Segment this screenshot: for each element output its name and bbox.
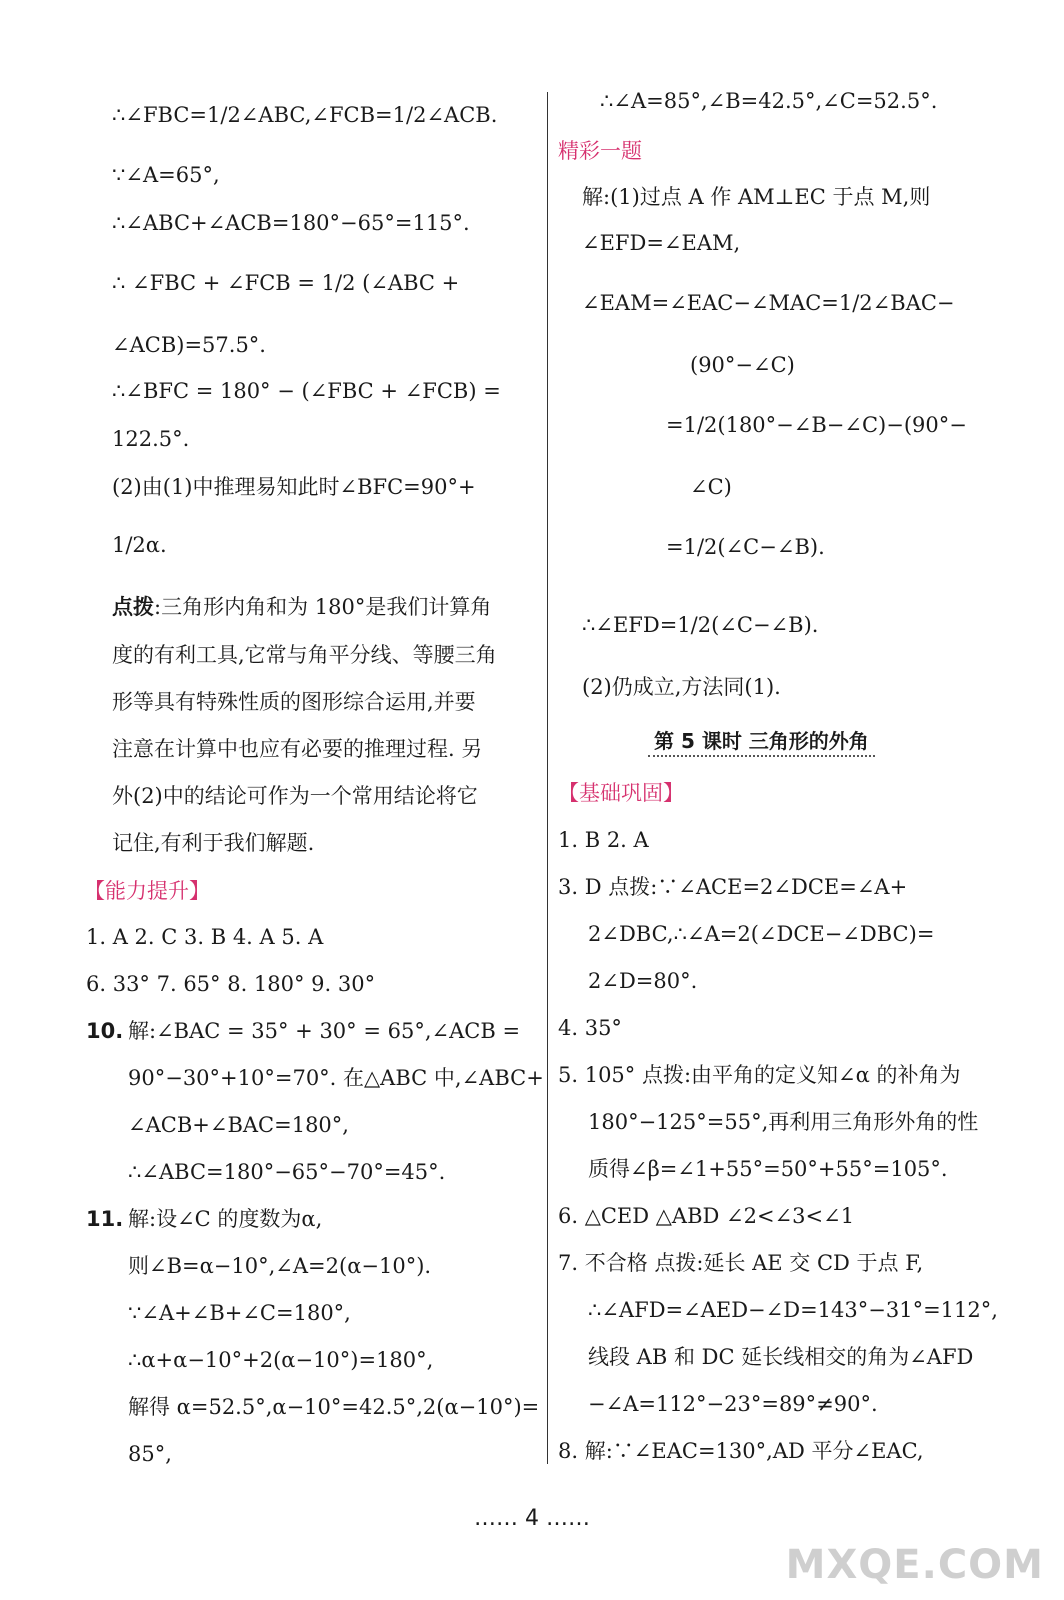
lesson-title [648, 726, 875, 756]
text-line: 解得 α=52.5°,α−10°=42.5°,2(α−10°)= [128, 1395, 540, 1419]
question-number: 10. [86, 1019, 124, 1043]
text-line: ∵∠A=65°, [112, 163, 220, 187]
answer-line: 3. D 点拨:∵∠ACE=2∠DCE=∠A+ [558, 875, 908, 899]
question-number: 11. [86, 1207, 124, 1231]
text-line: ∴∠AFD=∠AED−∠D=143°−31°=112°, [588, 1298, 998, 1322]
answer-line: 8. 解:∵∠EAC=130°,AD 平分∠EAC, [558, 1439, 924, 1463]
text-line: 90°−30°+10°=70°. 在△ABC 中,∠ABC+ [128, 1066, 544, 1090]
text-line: ∠ACB)=57.5°. [112, 333, 266, 357]
text-line: 122.5°. [112, 427, 190, 451]
tip-line: 外(2)中的结论可作为一个常用结论将它 [112, 784, 478, 808]
answer-line: 1. A 2. C 3. B 4. A 5. A [86, 925, 324, 949]
text-line: ∠EFD=∠EAM, [582, 231, 741, 255]
tip-label: 点拨 [112, 594, 154, 619]
section-heading: 【基础巩固】 [558, 781, 684, 805]
text-line: ∠EAM=∠EAC−∠MAC=1/2∠BAC− [582, 291, 955, 315]
text-line: 2∠D=80°. [588, 969, 698, 993]
text-line: −∠A=112°−23°=89°≠90°. [588, 1392, 878, 1416]
text-line: 85°, [128, 1442, 172, 1466]
watermark-logo: MXQE.COM [785, 1542, 1044, 1588]
text-line: 1/2α. [112, 533, 167, 557]
text-line: 解:∠BAC = 35° + 30° = 65°,∠ACB = [128, 1019, 521, 1043]
text-line: ∴∠A=85°,∠B=42.5°,∠C=52.5°. [600, 89, 938, 113]
tip-line: 记住,有利于我们解题. [112, 831, 315, 855]
text-line: ∴ ∠FBC + ∠FCB = 1/2 (∠ABC + [112, 271, 460, 295]
answer-line: 4. 35° [558, 1016, 622, 1040]
answer-line: 5. 105° 点拨:由平角的定义知∠α 的补角为 [558, 1063, 961, 1087]
answer-line: 7. 不合格 点拨:延长 AE 交 CD 于点 F, [558, 1251, 924, 1275]
answer-line: 6. 33° 7. 65° 8. 180° 9. 30° [86, 972, 376, 996]
text-line: 180°−125°=55°,再利用三角形外角的性 [588, 1110, 979, 1134]
lesson-title-text: 第 5 课时 三角形的外角 [648, 729, 875, 757]
tip-text: :三角形内角和为 180°是我们计算角 [154, 595, 492, 619]
answer-line: 6. △CED △ABD ∠2<∠3<∠1 [558, 1204, 855, 1228]
text-line: 则∠B=α−10°,∠A=2(α−10°). [128, 1254, 432, 1278]
tip-line [112, 592, 491, 622]
text-line: ∴∠FBC=1/2∠ABC,∠FCB=1/2∠ACB. [112, 103, 498, 127]
text-line: ∴∠ABC+∠ACB=180°−65°=115°. [112, 211, 470, 235]
text-line: ∠ACB+∠BAC=180°, [128, 1113, 349, 1137]
text-line: ∴∠EFD=1/2(∠C−∠B). [582, 613, 819, 637]
tip-line: 注意在计算中也应有必要的推理过程. 另 [112, 737, 483, 761]
text-line: ∴α+α−10°+2(α−10°)=180°, [128, 1348, 434, 1372]
text-line: ∠C) [690, 475, 732, 499]
text-line: 解:设∠C 的度数为α, [128, 1207, 323, 1231]
text-line: (2)由(1)中推理易知此时∠BFC=90°+ [112, 475, 476, 499]
tip-line: 形等具有特殊性质的图形综合运用,并要 [112, 690, 476, 714]
text-line: ∴∠BFC = 180° − (∠FBC + ∠FCB) = [112, 379, 501, 403]
text-line: =1/2(∠C−∠B). [666, 535, 825, 559]
section-heading: 【能力提升】 [84, 879, 210, 903]
text-line: 2∠DBC,∴∠A=2(∠DCE−∠DBC)= [588, 922, 935, 946]
text-line: ∴∠ABC=180°−65°−70°=45°. [128, 1160, 446, 1184]
tip-line: 度的有利工具,它常与角平分线、等腰三角 [112, 643, 497, 667]
text-line: 线段 AB 和 DC 延长线相交的角为∠AFD [588, 1345, 974, 1369]
text-line: 解:(1)过点 A 作 AM⊥EC 于点 M,则 [582, 185, 931, 209]
text-line: 质得∠β=∠1+55°=50°+55°=105°. [588, 1157, 948, 1181]
column-divider [547, 92, 548, 1464]
text-line: (90°−∠C) [690, 353, 795, 377]
text-line: ∵∠A+∠B+∠C=180°, [128, 1301, 351, 1325]
text-line: (2)仍成立,方法同(1). [582, 675, 781, 699]
answer-line: 1. B 2. A [558, 828, 649, 852]
section-heading: 精彩一题 [558, 139, 642, 163]
text-line: =1/2(180°−∠B−∠C)−(90°− [666, 413, 967, 437]
page-number: …… 4 …… [474, 1506, 590, 1531]
